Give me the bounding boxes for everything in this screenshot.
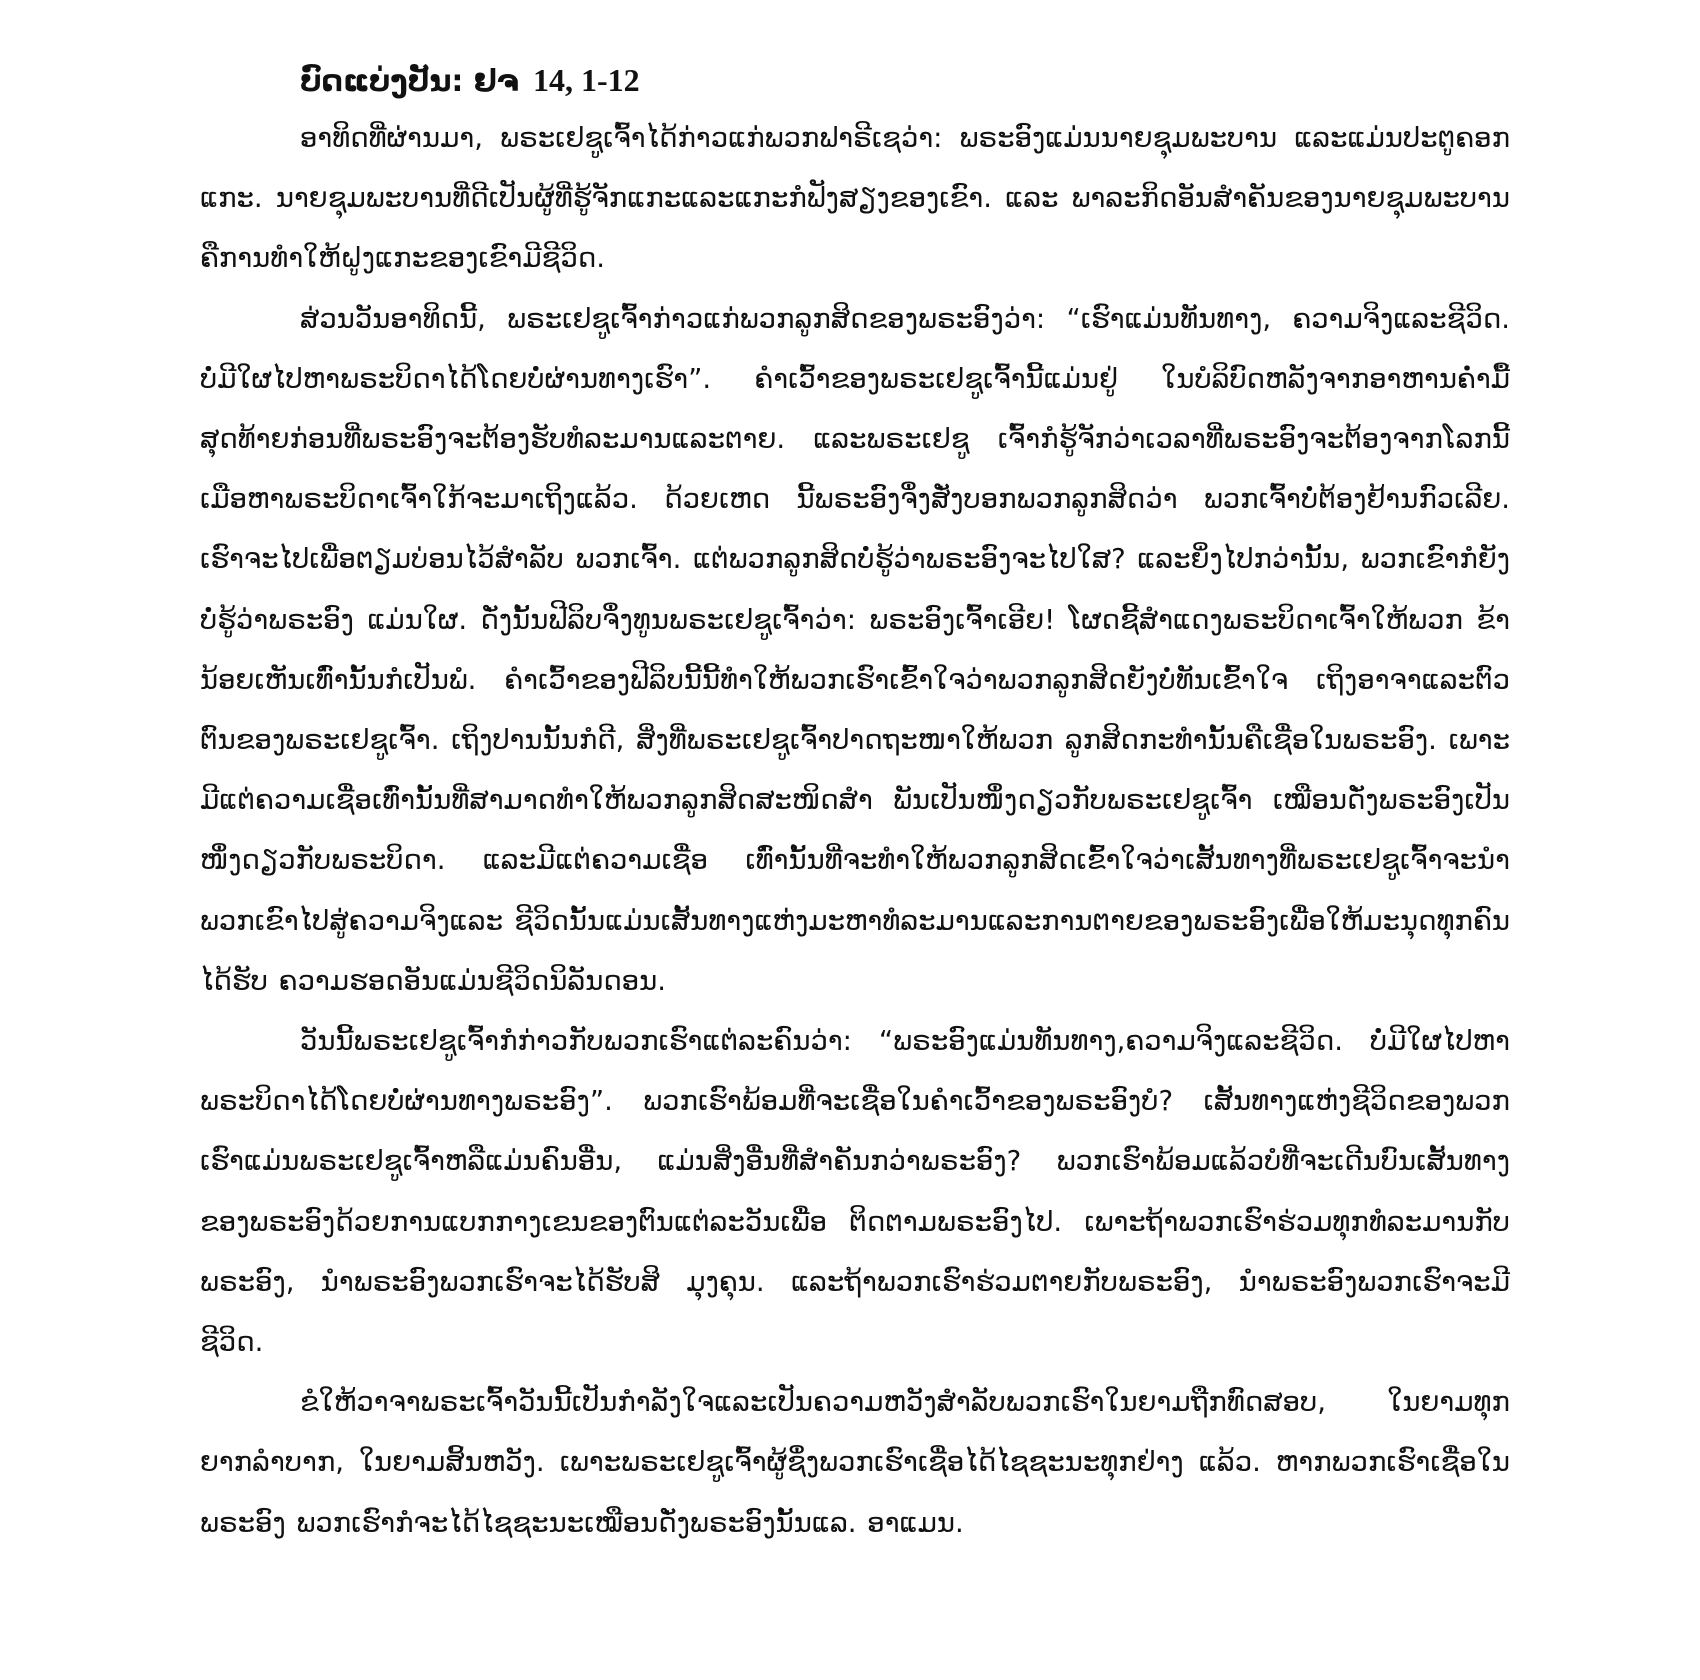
scripture-reference: 14, 1-12 bbox=[532, 62, 640, 98]
paragraph-4: ຂໍໃຫ້ວາຈາພຣະເຈົ້າວັນນີ້ເປັນກໍາລັງໃຈແລະເປັນຄວາມຫວັງສໍາລັບພວກເຮົາໃນຍາມຖືກທົດສອບ, ໃນຍາມທຸກຍາກລໍາບາກ, ໃນຍາມສິ້ນຫວັງ. ເພາະພຣະເຢຊູເຈົ້າຜູ້ຊຶ່ງພວກເຮົາເຊື່ອໄດ້ໄຊຊະນະທຸກຢ່າງ ແລ້ວ. ຫາກພວກເຮົາເຊື່ອໃນພຣະອົງ ພວກເຮົາກໍຈະໄດ້ໄຊຊະນະເໝືອນດັ່ງພຣະອົງນັ້ນແລ. ອາແມນ. bbox=[200, 1386, 1510, 1539]
paragraph-3: ວັນນີ້ພຣະເຢຊູເຈົ້າກໍກ່າວກັບພວກເຮົາແຕ່ລະຄົນວ່າ: “ພຣະອົງແມ່ນທັນທາງ,ຄວາມຈິງແລະຊີວິດ. ບໍ່ມີໃຜໄປຫາພຣະບິດາໄດ້ໂດຍບໍ່ຜ່ານທາງພຣະອົງ”. ພວກເຮົາພ້ອມທີ່ຈະເຊື່ອໃນຄໍາເວົ້າຂອງພຣະອົງບໍ? ເສັ້ນທາງແຫ່ງຊີວິດຂອງພວກເຮົາແມ່ນພຣະເຢຊູເຈົ້າຫລືແມ່ນຄົນອື່ນ, ແມ່ນສິ່ງອື່ນທີ່ສໍາຄັນກວ່າພຣະອົງ? ພວກເຮົາພ້ອມແລ້ວບໍທີ່ຈະເດີນບົນເສັ້ນທາງຂອງພຣະອົງດ້ວຍການແບກກາງເຂນຂອງຕົນແຕ່ລະວັນເພື່ອ ຕິດຕາມພຣະອົງໄປ. ເພາະຖ້າພວກເຮົາຮ່ວມທຸກທໍລະມານກັບພຣະອົງ, ນໍາພຣະອົງພວກເຮົາຈະໄດ້ຮັບສິ ມຸງຄຸນ. ແລະຖ້າພວກເຮົາຮ່ວມຕາຍກັບພຣະອົງ, ນໍາພຣະອົງພວກເຮົາຈະມີຊີວິດ. bbox=[200, 1025, 1510, 1359]
document-page bbox=[200, 60, 1510, 1553]
paragraph-1: ອາທິດທີ່ຜ່ານມາ, ພຣະເຢຊູເຈົ້າໄດ້ກ່າວແກ່ພວກຟາຣີເຊວ່າ: ພຣະອົງແມ່ນນາຍຊຸມພະບານ ແລະແມ່ນປະຕູຄອກແກະ. ນາຍຊຸມພະບານທີ່ດີເປັນຜູ້ທີ່ຮູ້ຈັກແກະແລະແກະກໍຟັງສຽງຂອງເຂົາ. ແລະ ພາລະກິດອັນສໍາຄັນຂອງນາຍຊຸມພະບານຄືການທໍາໃຫ້ຝູງແກະຂອງເຂົາມີຊີວິດ. bbox=[200, 122, 1510, 275]
title-label: ບົດແບ່ງປັນ: ຢຈ bbox=[300, 64, 519, 99]
page-title bbox=[300, 60, 1510, 102]
paragraph-2: ສ່ວນວັນອາທິດນີ້, ພຣະເຢຊູເຈົ້າກ່າວແກ່ພວກລູກສິດຂອງພຣະອົງວ່າ: “ເຮົາແມ່ນທັນທາງ, ຄວາມຈິງແລະຊີວິດ. ບໍ່ມີໃຜໄປຫາພຣະບິດາໄດ້ໂດຍບໍ່ຜ່ານທາງເຮົາ”. ຄໍາເວົ້າຂອງພຣະເຢຊູເຈົ້ານີ້ແມ່ນຢູ່ ໃນບໍລິບົດຫລັງຈາກອາຫານຄໍ່າມື້ສຸດທ້າຍກ່ອນທີ່ພຣະອົງຈະຕ້ອງຮັບທໍລະມານແລະຕາຍ. ແລະພຣະເຢຊູ ເຈົ້າກໍຮູ້ຈັກວ່າເວລາທີ່ພຣະອົງຈະຕ້ອງຈາກໂລກນີ້ເມືອຫາພຣະບິດາເຈົ້າໃກ້ຈະມາເຖິງແລ້ວ. ດ້ວຍເຫດ ນີ້ພຣະອົງຈຶ່ງສັ່ງບອກພວກລູກສິດວ່າ ພວກເຈົ້າບໍ່ຕ້ອງຢ້ານກົວເລີຍ. ເຮົາຈະໄປເພື່ອຕຽມບ່ອນໄວ້ສໍາລັບ ພວກເຈົ້າ. ແຕ່ພວກລູກສິດບໍ່ຮູ້ວ່າພຣະອົງຈະໄປໃສ? ແລະຍິ່ງໄປກວ່ານັ້ນ, ພວກເຂົາກໍຍັງບໍ່ຮູ້ວ່າພຣະອົງ ແມ່ນໃຜ. ດັ່ງນັ້ນຟີລິບຈຶ່ງທູນພຣະເຢຊູເຈົ້າວ່າ: ພຣະອົງເຈົ້າເອີຍ! ໂຜດຊີ້ສໍາແດງພຣະບິດາເຈົ້າໃຫ້ພວກ ຂ້ານ້ອຍເຫັນເທົ່ານັ້ນກໍເປັນພໍ. ຄໍາເວົ້າຂອງຟີລິບນີ້ນີ້ທໍາໃຫ້ພວກເຮົາເຂົ້າໃຈວ່າພວກລູກສິດຍັງບໍ່ທັນເຂົ້າໃຈ ເຖິງອາຈາແລະຕົວຕົນຂອງພຣະເຢຊູເຈົ້າ. ເຖິງປານນັ້ນກໍດີ, ສິ່ງທີ່ພຣະເຢຊູເຈົ້າປາດຖະໜາໃຫ້ພວກ ລູກສິດກະທໍານັ້ນຄືເຊື່ອໃນພຣະອົງ. ເພາະມີແຕ່ຄວາມເຊື່ອເທົ່ານັ້ນທີ່ສາມາດທໍາໃຫ້ພວກລູກສິດສະໜິດສໍາ ພັນເປັນໜຶ່ງດຽວກັບພຣະເຢຊູເຈົ້າ ເໝືອນດັ່ງພຣະອົງເປັນໜຶ່ງດຽວກັບພຣະບິດາ. ແລະມີແຕ່ຄວາມເຊື່ອ ເທົ່ານັ້ນທີ່ຈະທໍາໃຫ້ພວກລູກສິດເຂົ້າໃຈວ່າເສັ້ນທາງທີ່ພຣະເຢຊູເຈົ້າຈະນໍາພວກເຂົາໄປສູ່ຄວາມຈິງແລະ ຊີວິດນັ້ນແມ່ນເສັ້ນທາງແຫ່ງມະຫາທໍລະມານແລະການຕາຍຂອງພຣະອົງເພື່ອໃຫ້ມະນຸດທຸກຄົນໄດ້ຮັບ ຄວາມຮອດອັນແມ່ນຊີວິດນິລັນດອນ. bbox=[200, 302, 1510, 997]
